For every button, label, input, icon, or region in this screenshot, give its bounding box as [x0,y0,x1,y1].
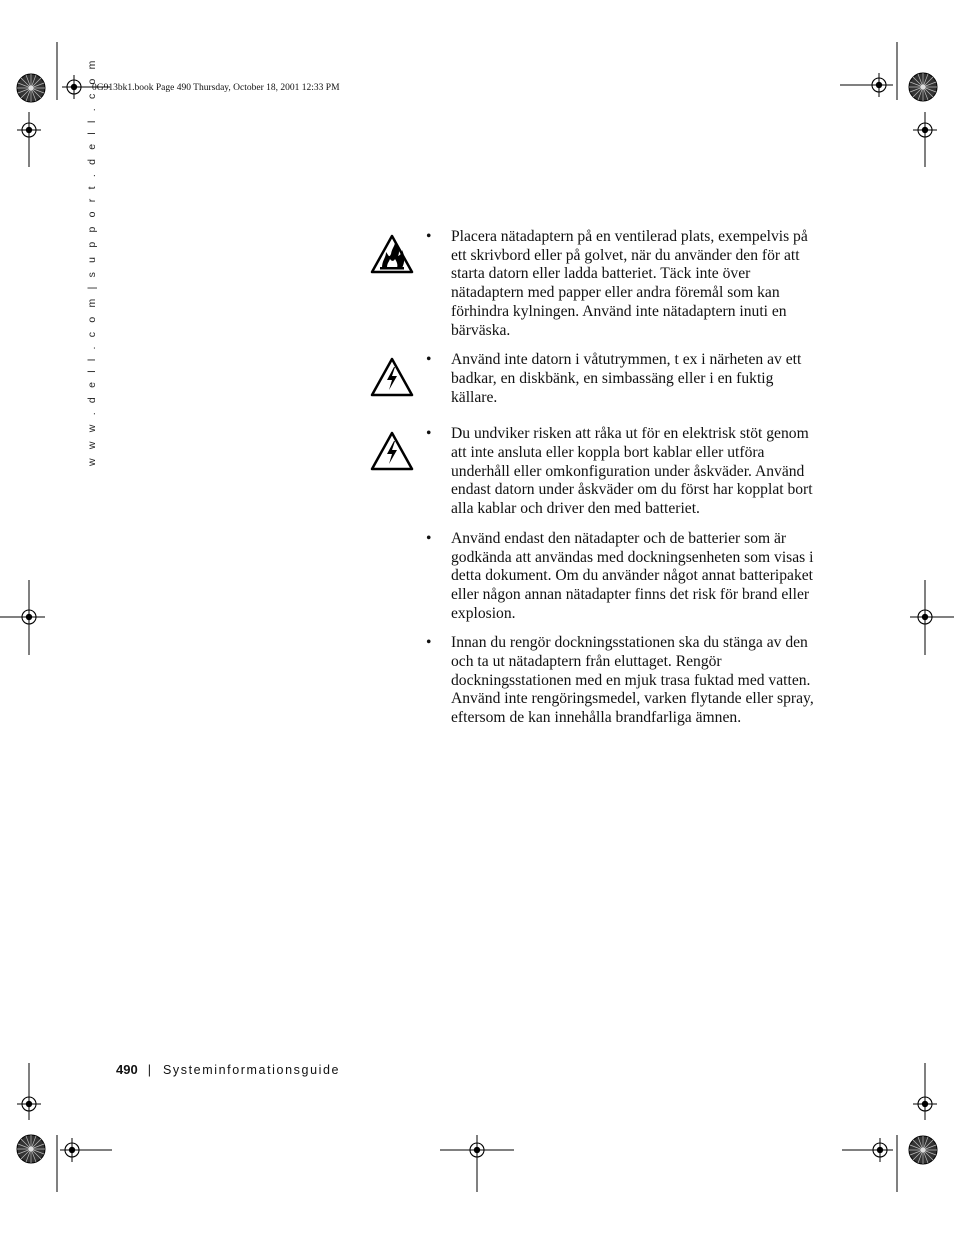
list-item [370,425,820,519]
bullet: • [426,529,432,547]
item-text: Använd inte datorn i våtutrymmen, t ex i närheten av ett badkar, en diskbänk, en simbassäng eller i en fuktig källare. [451,351,802,406]
page-footer [116,1062,340,1077]
page-number: 490 [116,1062,138,1077]
print-header: 0G913bk1.book Page 490 Thursday, October 18, 2001 12:33 PM [92,83,340,93]
bullet: • [426,425,432,443]
registration-star-icon [17,74,45,102]
list-item [370,228,820,340]
list-item [370,351,820,407]
item-text: Använd endast den nätadapter och de batterier som är godkända att användas med dockningsenheten som visas i detta dokument. Om du använder något annat batteripaket eller någon annan nätadapter finns det risk för brand eller explosion. [451,529,814,622]
fire-warning-icon [370,234,414,274]
safety-instructions [370,228,820,739]
bullet: • [426,228,432,245]
footer-separator: | [147,1063,151,1077]
bullet: • [426,351,432,369]
item-text: Placera nätadaptern på en ventilerad plats, exempelvis på ett skrivbord eller på golvet, när du använder den för att starta datorn eller ladda batteriet. Täck inte över nätadaptern med papper eller andra föremål som kan förhindra kylningen. Använd inte nätadaptern inuti en bärväska. [451,228,808,339]
bullet: • [426,634,432,652]
list-item [370,530,820,624]
registration-star-icon [909,1136,937,1164]
list-item [370,634,820,728]
item-text: Du undviker risken att råka ut för en elektrisk stöt genom att inte ansluta eller koppla bort kablar eller utföra underhåll eller omkonfiguration under åskväder. Använd endast datorn under åskväder om du först har kopplat bort alla kablar och driver den med batteriet. [451,425,813,518]
item-text: Innan du rengör dockningsstationen ska du stänga av den och ta ut nätadaptern från eluttaget. Rengör dockningsstationen med en mjuk trasa fuktad med vatten. Använd inte rengöringsmedel, varken flytande eller spray, eftersom de kan innehålla brandfarliga ämnen. [451,634,814,727]
electrical-warning-icon [370,357,414,397]
guide-title: Systeminformationsguide [162,1063,341,1077]
electrical-warning-icon [370,431,414,471]
registration-star-icon [909,73,937,101]
sidebar-url: w w w . d e l l . c o m | s u p p o r t . d e l l . c o m [86,57,98,466]
registration-star-icon [17,1135,45,1163]
